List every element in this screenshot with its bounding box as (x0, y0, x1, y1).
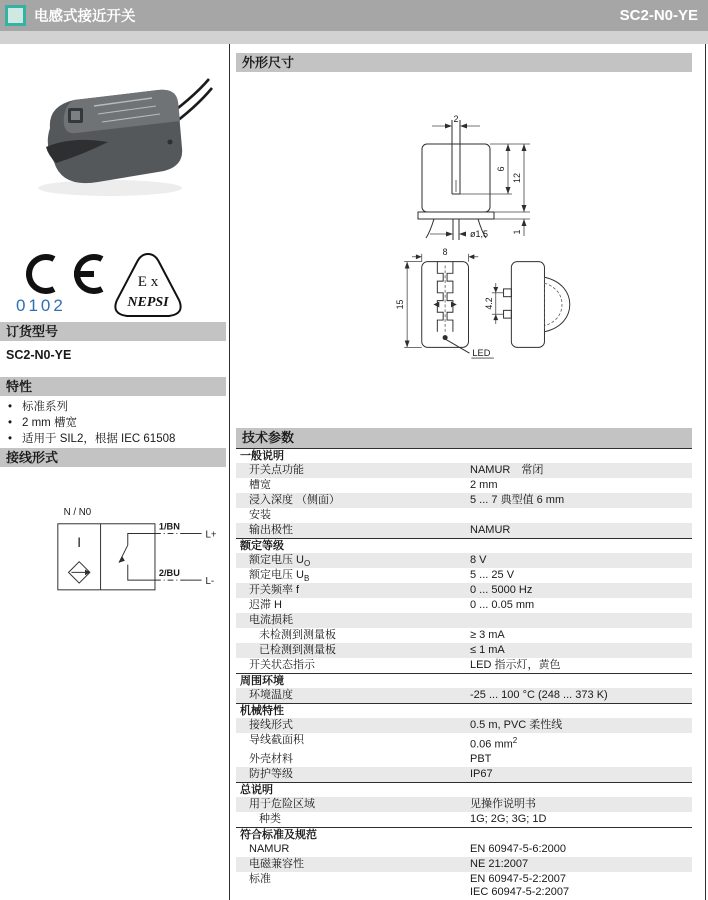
features-section-title: 特性 (0, 377, 226, 396)
table-row (236, 718, 692, 733)
svg-text:L-: L- (205, 576, 215, 588)
table-row (236, 478, 692, 493)
row-value: IP67 (470, 768, 493, 780)
svg-text:15: 15 (395, 299, 406, 310)
row-value: ≤ 1 mA (470, 644, 505, 656)
svg-text:L+: L+ (205, 529, 217, 541)
svg-text:1: 1 (512, 229, 522, 235)
table-row (236, 688, 692, 703)
ce-number: 0102 (16, 296, 66, 315)
table-row (236, 583, 692, 598)
table-row (236, 842, 692, 857)
table-row (236, 767, 692, 782)
header-bar (0, 0, 708, 31)
bullet-icon: • (8, 417, 13, 429)
svg-text:1/BN: 1/BN (158, 521, 180, 532)
table-row (236, 872, 692, 900)
row-label: 用于危险区域 (249, 798, 315, 810)
svg-text:2: 2 (453, 114, 459, 124)
table-row (236, 613, 692, 628)
row-value: PBT (470, 753, 492, 765)
row-value: 8 V (470, 554, 487, 566)
column-divider-left (229, 44, 230, 900)
row-label: 开关点功能 (249, 464, 304, 476)
wiring-section-title: 接线形式 (0, 448, 226, 467)
svg-text:LED: LED (472, 348, 491, 359)
tech-params-section-title: 技术参数 (236, 428, 692, 448)
row-value (470, 509, 692, 523)
row-label: 浸入深度 （侧面） (249, 494, 341, 506)
table-row (236, 553, 692, 568)
header-substrip (0, 31, 708, 44)
bullet-icon: • (8, 433, 13, 445)
svg-text:2/BU: 2/BU (158, 568, 180, 579)
row-value: 0.5 m, PVC 柔性线 (470, 719, 563, 731)
row-value: LED 指示灯，黄色 (470, 659, 561, 671)
table-row (236, 658, 692, 673)
svg-text:12: 12 (512, 172, 522, 184)
row-value: 5 ... 7 典型值 6 mm (470, 494, 565, 506)
row-value: 0.06 $mm^2$ (470, 736, 518, 751)
table-group-header: 机械特性 (236, 703, 692, 718)
table-group-header: 一般说明 (236, 448, 692, 463)
order-section-title: 订货型号 (0, 322, 226, 341)
row-value: -25 ... 100 °C (248 ... 373 K) (470, 689, 608, 701)
row-value: 0 ... 0.05 mm (470, 599, 535, 611)
row-label: 迟滞 H (249, 599, 282, 611)
row-value: 5 ... 25 V (470, 569, 515, 581)
feature-item: • 2 mm 槽宽 (8, 417, 77, 429)
features-list (6, 399, 224, 447)
table-row (236, 508, 692, 523)
table-row (236, 797, 692, 812)
table-row (236, 568, 692, 583)
nepsi-ex-icon (105, 250, 191, 322)
row-label: 额定电压 $U_O$ (249, 554, 311, 569)
row-value: NAMUR (470, 524, 511, 536)
row-label: 种类 (259, 813, 281, 825)
row-label: 开关状态指示 (249, 659, 315, 671)
dimensions-section-title: 外形尺寸 (236, 53, 692, 72)
row-value: 0 ... 5000 Hz (470, 584, 533, 596)
svg-text:6: 6 (496, 166, 506, 172)
row-label: 接线形式 (249, 719, 293, 731)
ce-mark-icon (18, 253, 110, 295)
table-row (236, 523, 692, 538)
table-group-header: 符合标准及规范 (236, 827, 692, 842)
table-row (236, 643, 692, 658)
row-label: 电磁兼容性 (249, 858, 304, 870)
svg-text:E x: E x (137, 274, 159, 290)
row-label: 开关频率 f (249, 584, 300, 596)
row-label: 安装 (249, 509, 271, 521)
row-value (470, 614, 692, 628)
table-row (236, 752, 692, 767)
table-group-header: 总说明 (236, 782, 692, 797)
row-value: 2 mm (470, 479, 498, 491)
row-label: 槽宽 (249, 479, 271, 491)
table-row (236, 857, 692, 872)
page-title: 电感式接近开关 (34, 9, 136, 25)
table-group-header: 周围环境 (236, 673, 692, 688)
row-value: NAMUR 常闭 (470, 464, 544, 476)
svg-text:N / N0: N / N0 (63, 507, 92, 519)
table-row (236, 493, 692, 508)
dimension-drawing-side (400, 102, 560, 242)
feature-item: • 标准系列 (8, 401, 68, 413)
row-label: 未检测到测量板 (259, 629, 336, 641)
svg-text:NEPSI: NEPSI (127, 295, 169, 310)
row-label: 输出极性 (249, 524, 293, 536)
svg-text:8: 8 (442, 246, 448, 257)
row-value: NE 21:2007 (470, 858, 529, 870)
row-value: 1G; 2G; 3G; 1D (470, 813, 547, 825)
row-value: ≥ 3 mA (470, 629, 505, 641)
feature-item: • 适用于 SIL2，根据 IEC 61508 (8, 433, 176, 445)
table-row (236, 812, 692, 827)
svg-text:ø1,5: ø1,5 (470, 229, 489, 239)
table-group-header: 额定等级 (236, 538, 692, 553)
order-model: SC2-N0-YE (6, 348, 72, 362)
dimension-drawing-front (392, 248, 582, 360)
row-label: NAMUR (249, 843, 290, 855)
row-value: 见操作说明书 (470, 798, 536, 810)
table-row (236, 463, 692, 478)
row-label: 电流损耗 (249, 614, 293, 626)
row-label: 外壳材料 (249, 753, 293, 765)
table-row (236, 598, 692, 613)
row-label: 标准 (249, 873, 271, 885)
bullet-icon: • (8, 401, 13, 413)
row-label: 已检测到测量板 (259, 644, 336, 656)
row-label: 额定电压 $U_B$ (249, 569, 310, 584)
wiring-diagram (52, 503, 222, 598)
row-value: EN 60947-5-2:2007 IEC 60947-5-2:2007 (470, 873, 570, 898)
table-row (236, 628, 692, 643)
product-category-icon (5, 5, 26, 26)
row-label: 防护等级 (249, 768, 293, 780)
row-value: EN 60947-5-6:2000 (470, 843, 567, 855)
product-photo (10, 50, 215, 246)
row-label: 导线截面积 (249, 734, 304, 746)
tech-params-table (236, 448, 692, 900)
model-number: SC2-N0-YE (619, 7, 698, 24)
column-divider-right (705, 44, 706, 900)
svg-text:4.2: 4.2 (483, 297, 494, 310)
svg-text:I: I (77, 535, 82, 551)
row-label: 环境温度 (249, 689, 293, 701)
table-row (236, 733, 692, 752)
